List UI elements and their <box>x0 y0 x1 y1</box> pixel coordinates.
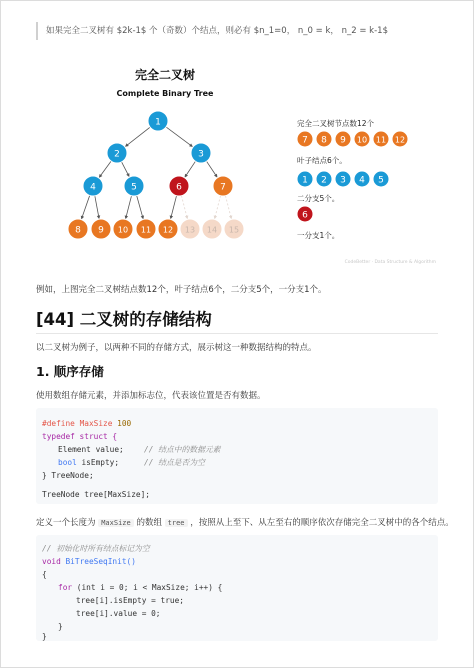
field1-name: value; <box>95 445 124 454</box>
tree-edge <box>126 127 150 145</box>
legend-one-branch-label: 一分支1个。 <box>297 231 340 240</box>
tree-edge <box>82 195 90 217</box>
legend-total-node-label: 8 <box>321 135 327 146</box>
tree-edge <box>215 196 221 218</box>
define-text-mid: 的数组 <box>136 518 162 528</box>
tree-edge-arrowhead <box>141 215 144 219</box>
tree-edge <box>100 161 111 176</box>
tree-edges <box>81 127 232 220</box>
tree-edge <box>225 196 231 218</box>
legend-total-node-label: 9 <box>340 135 346 146</box>
define-name: MaxSize <box>79 419 113 428</box>
tree-node-label: 13 <box>184 225 196 235</box>
tree-node-label: 7 <box>220 182 226 193</box>
field1-type: Element <box>58 445 91 454</box>
tree-node-label: 2 <box>114 149 120 160</box>
tree-edge-arrowhead <box>214 174 217 178</box>
tree-edge <box>137 196 143 218</box>
tree-edge <box>166 127 191 146</box>
figure-title-cn: 完全二叉树 <box>134 68 196 82</box>
legend-total-nodes <box>297 131 408 147</box>
legend-total-label: 完全二叉树节点数12个 <box>297 119 375 128</box>
tree-edge <box>171 196 177 218</box>
inline-code-tree: tree <box>165 519 188 527</box>
tree-edge-arrowhead <box>189 143 193 147</box>
section-divider <box>36 333 438 334</box>
tree-edge <box>122 162 129 175</box>
define-value: 100 <box>117 419 132 428</box>
legend-leaf-node-label: 3 <box>340 175 346 186</box>
define-text-post: ，按照从上至下、从左至右的顺序依次存储完全二叉树中的各个结点。 <box>190 518 454 528</box>
tree-edge-arrowhead <box>99 174 103 178</box>
tree-node-label: 6 <box>176 182 182 193</box>
define-text <box>36 516 454 528</box>
tree-edge <box>95 196 99 217</box>
tree-node-label: 9 <box>98 225 104 236</box>
code-comment-field1: // 结点中的数据元素 <box>144 445 221 454</box>
tree-edge-arrowhead <box>125 215 128 219</box>
section-intro: 以二叉树为例子，以两种不同的存储方式，展示树这一种数据结构的特点。 <box>36 343 317 353</box>
code-line-typedef: typedef struct { <box>42 432 118 441</box>
tree-node-label: 8 <box>75 225 81 236</box>
tree-node-label: 12 <box>162 225 174 235</box>
tree-node-label: 10 <box>117 225 129 235</box>
legend-total-node-label: 7 <box>302 135 308 146</box>
code-line-field1 <box>58 443 124 456</box>
legend-two-branch-node-label: 6 <box>302 210 308 221</box>
code2-open-brace: { <box>42 570 47 579</box>
tree-node-label: 4 <box>90 182 96 193</box>
tree-edge <box>181 196 187 218</box>
binary-tree-figure <box>0 0 474 270</box>
func-void-keyword: void <box>42 557 61 566</box>
code-block-init[interactable] <box>36 535 438 641</box>
tree-node-label: 5 <box>131 182 137 193</box>
formula-text: 如果完全二叉树有 $2k-1$ 个（奇数）个结点，则必有 $n_1=0， n_0 = k， n_2 = k-1$ <box>46 26 388 36</box>
field2-name: isEmpty; <box>81 458 120 467</box>
legend-leaf-node-label: 1 <box>302 175 308 186</box>
subsection-title: 1. 顺序存储 <box>36 364 104 379</box>
code2-outer-close: } <box>42 632 47 641</box>
code-line-array: TreeNode tree[MaxSize]; <box>42 490 150 499</box>
code2-line-value: tree[i].value = 0; <box>76 609 161 618</box>
tree-node-label: 11 <box>140 225 152 235</box>
code2-for-line <box>58 581 222 594</box>
figure-watermark: CodeBetter · Data Structure & Algorithm <box>344 260 436 265</box>
subsection-desc: 使用数组存储元素，并添加标志位，代表该位置是否有数据。 <box>36 391 266 401</box>
code2-comment: // 初始化时所有结点标记为空 <box>42 544 150 553</box>
inline-code-maxsize: MaxSize <box>98 519 134 527</box>
legend-total-node-label: 10 <box>356 135 368 145</box>
tree-node-label: 1 <box>155 117 161 128</box>
tree-node-label: 14 <box>206 225 218 235</box>
example-text: 例如，上图完全二叉树结点数12个，叶子结点6个，二分支5个，一分支1个。 <box>36 285 327 295</box>
legend-leaf-node-label: 2 <box>321 175 327 186</box>
tree-edge <box>207 161 217 176</box>
tree-edge-arrowhead <box>214 215 217 219</box>
legend-total-node-label: 12 <box>394 135 406 145</box>
define-keyword: #define <box>42 419 75 428</box>
code-line-field2 <box>58 456 119 469</box>
figure-title-en: Complete Binary Tree <box>116 89 214 98</box>
tree-edge-arrowhead <box>81 216 84 220</box>
tree-node-label: 15 <box>228 225 240 235</box>
tree-edge-arrowhead <box>229 215 232 219</box>
code2-inner-close: } <box>58 622 63 631</box>
legend-two-branch-label: 二分支5个。 <box>297 194 340 203</box>
legend-total-node-label: 11 <box>375 135 387 145</box>
legend-leaf-node-label: 4 <box>359 175 365 186</box>
tree-edge-arrowhead <box>185 215 188 219</box>
func-name: BiTreeSeqInit() <box>65 557 136 566</box>
code-line-define <box>42 417 131 430</box>
code-line-close: } TreeNode; <box>42 471 94 480</box>
field2-type: bool <box>58 458 77 467</box>
legend-leaf-node-label: 5 <box>378 175 384 186</box>
code-comment-field2: // 结点是否为空 <box>144 458 205 467</box>
tree-edge <box>126 196 132 218</box>
for-body: (int i = 0; i < MaxSize; i++) { <box>76 583 223 592</box>
tree-edge-arrowhead <box>185 174 188 178</box>
code-block-struct[interactable] <box>36 408 438 504</box>
legend-leaf-label: 叶子结点6个。 <box>297 156 347 165</box>
tree-node-label: 3 <box>198 149 204 160</box>
tree-edge-arrowhead <box>170 215 173 219</box>
code2-line-empty: tree[i].isEmpty = true; <box>76 596 184 605</box>
code2-func-line <box>42 555 136 568</box>
tree-edge <box>186 161 196 176</box>
for-keyword: for <box>58 583 73 592</box>
tree-nodes <box>68 111 244 239</box>
legend-two-branch-nodes <box>297 206 313 222</box>
legend-leaf-nodes <box>297 171 389 187</box>
define-text-pre: 定义一个长度为 <box>36 518 96 528</box>
section-title: [44] 二叉树的存储结构 <box>36 310 212 329</box>
